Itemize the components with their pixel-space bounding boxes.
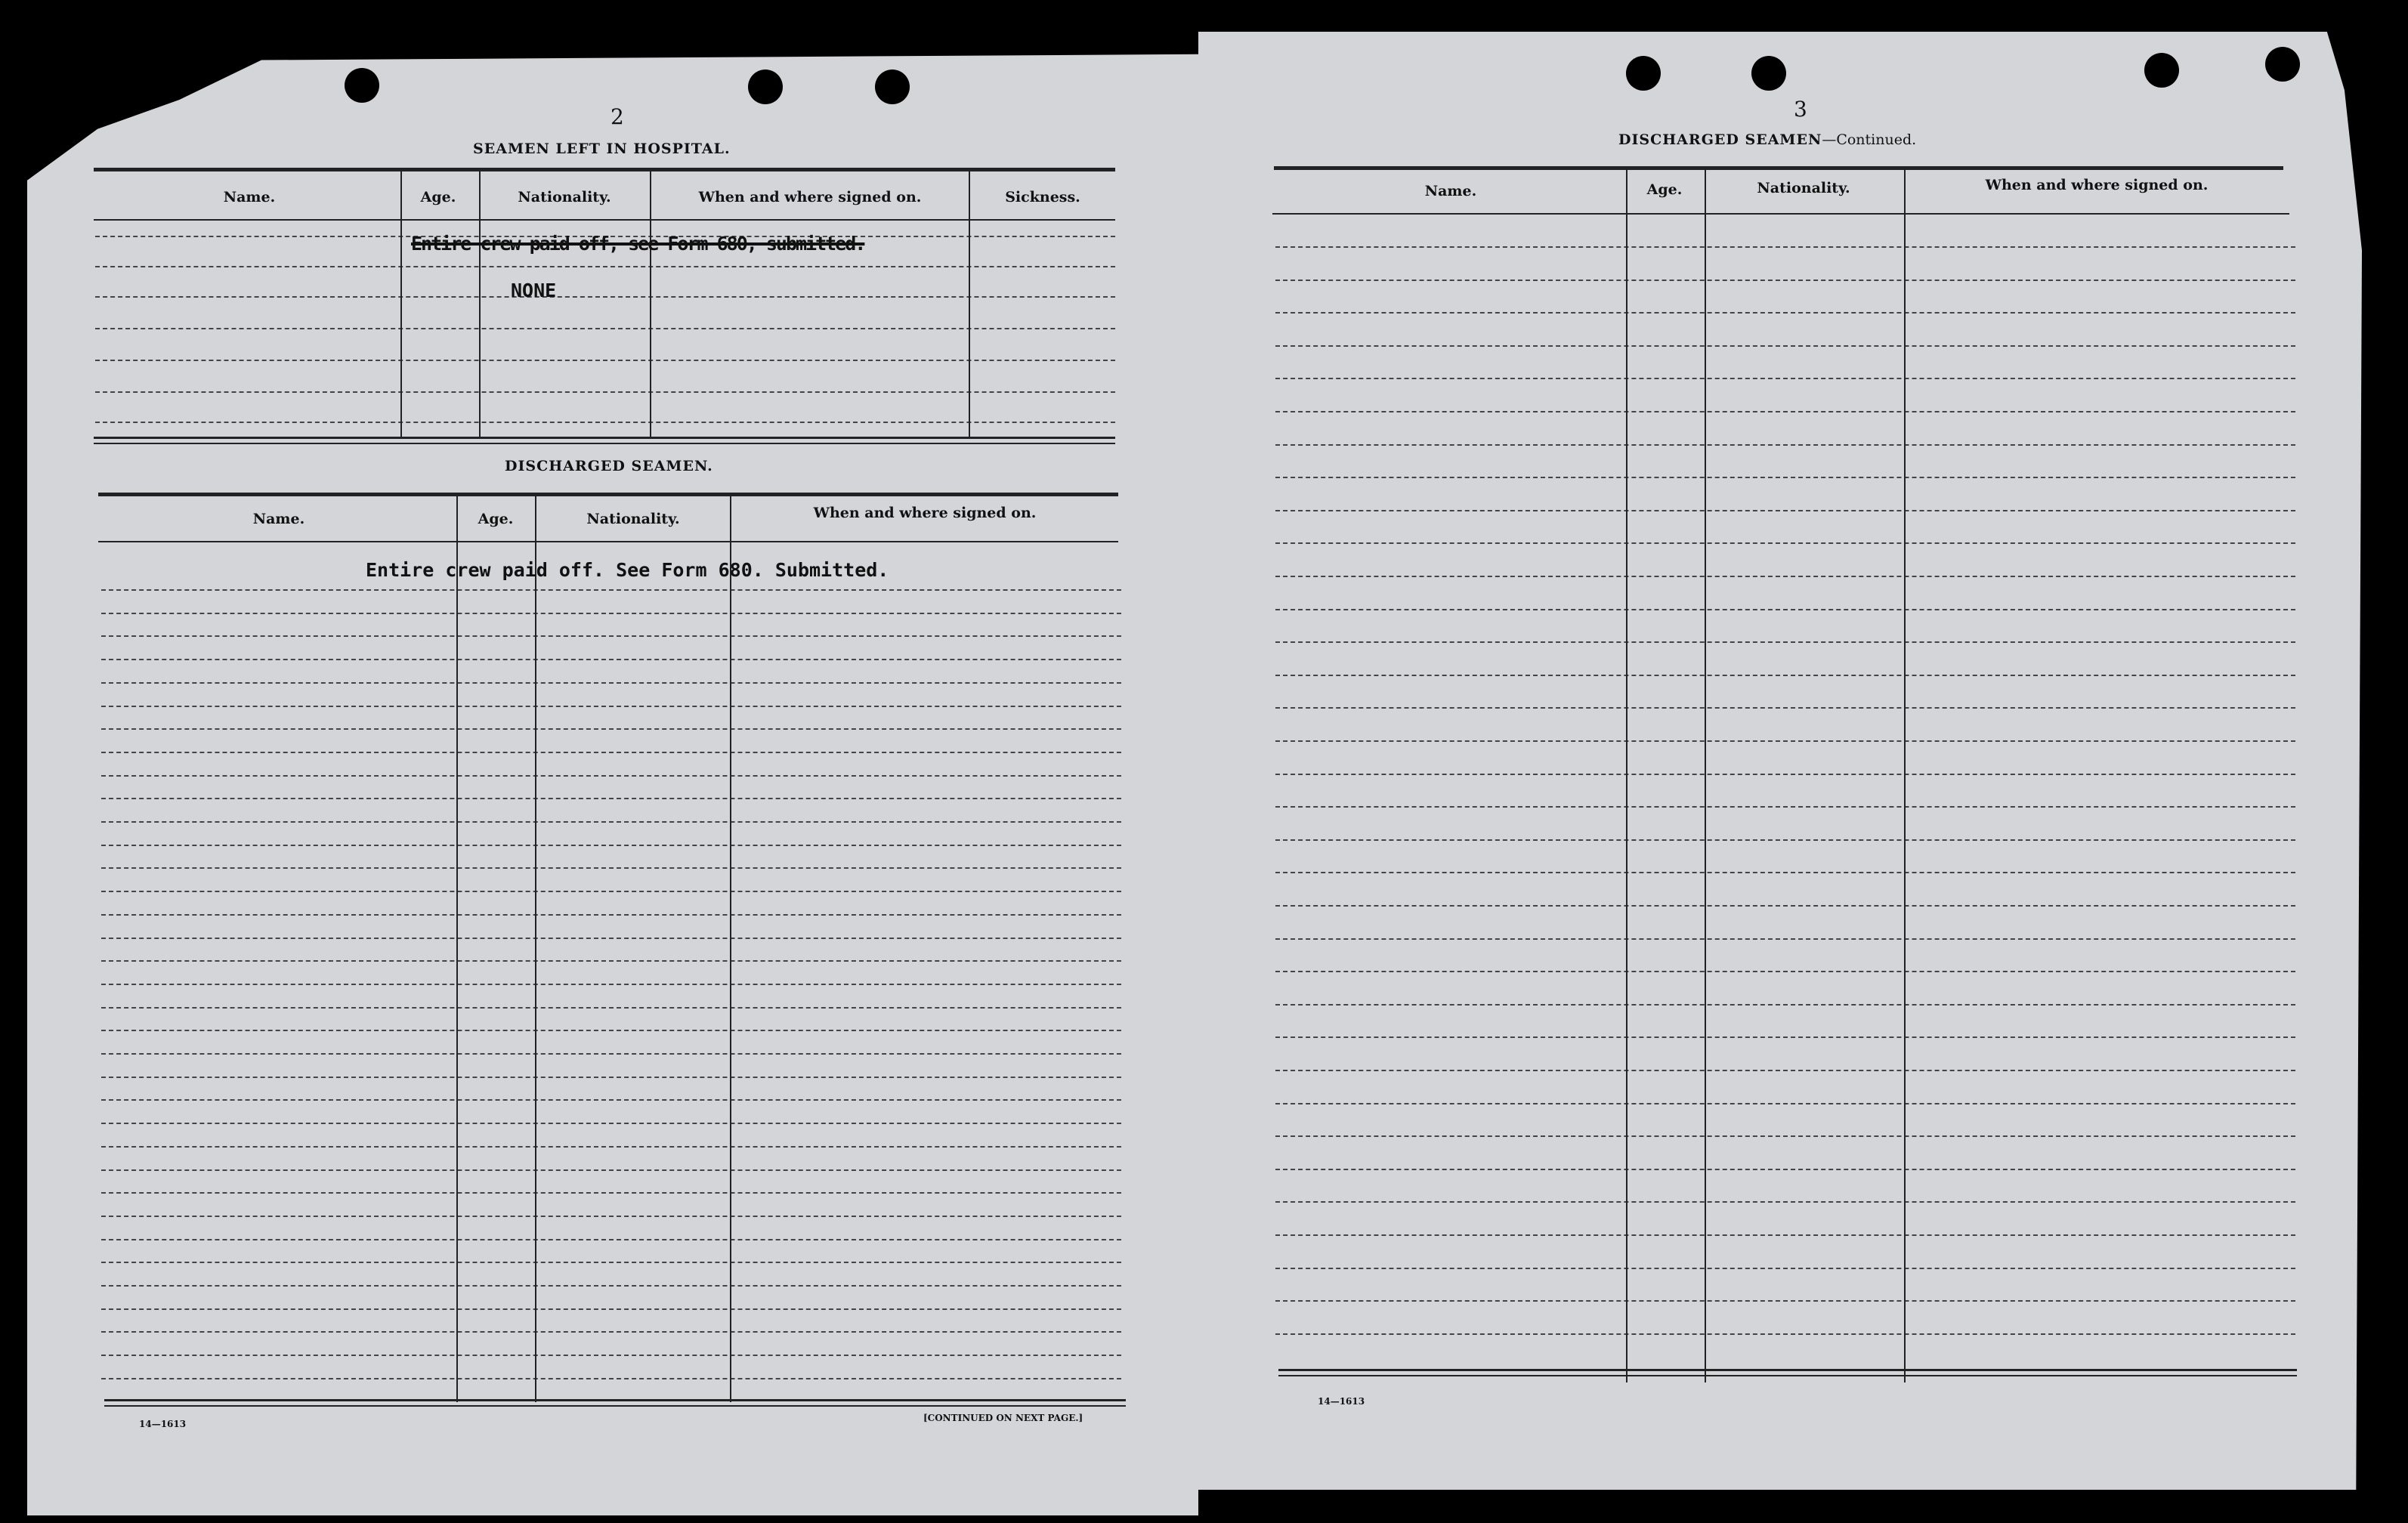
column-header-sickness: Sickness. — [1005, 189, 1080, 205]
struck-entry: Entire crew paid off, see Form 680, submitted. — [411, 233, 865, 255]
ruled-line — [101, 845, 1121, 846]
table-bottom-rule — [104, 1399, 1126, 1401]
ruled-line — [101, 984, 1121, 985]
punch-hole — [2265, 47, 2300, 82]
ruled-line — [101, 1239, 1121, 1240]
ruled-line — [101, 960, 1121, 962]
column-header-age: Age. — [478, 511, 514, 527]
punch-hole — [2144, 53, 2179, 88]
column-divider — [1626, 169, 1627, 1382]
ruled-line — [1275, 1004, 2295, 1006]
ruled-line — [101, 589, 1121, 591]
ruled-line — [1275, 971, 2295, 972]
column-header-name: Name. — [1424, 183, 1477, 199]
ruled-line — [101, 1007, 1121, 1009]
title-suffix: —Continued. — [1822, 131, 1917, 148]
right-page — [1198, 32, 2362, 1490]
discharged-section-title: DISCHARGED SEAMEN. — [505, 458, 713, 474]
ruled-line — [101, 798, 1121, 799]
ruled-line — [101, 1355, 1121, 1356]
header-rule — [1272, 213, 2289, 215]
column-header-age: Age. — [420, 189, 456, 205]
ruled-line — [101, 867, 1121, 869]
ruled-line — [101, 1308, 1121, 1310]
hospital-entry-none: NONE — [511, 280, 557, 301]
ruled-line — [1275, 411, 2295, 412]
ruled-line — [1275, 641, 2295, 643]
punch-hole — [1751, 56, 1786, 91]
ruled-line — [1275, 542, 2295, 544]
ruled-line — [1275, 1201, 2295, 1203]
ruled-line — [101, 891, 1121, 892]
column-header-signed-on: When and where signed on. — [698, 189, 922, 205]
ruled-line — [1275, 839, 2295, 841]
column-divider — [400, 169, 402, 438]
table-bottom-rule — [94, 443, 1115, 444]
ruled-line — [101, 1378, 1121, 1379]
ruled-line — [101, 1099, 1121, 1101]
column-divider — [730, 496, 731, 1402]
table-top-rule — [1274, 166, 2283, 170]
ruled-line — [101, 1285, 1121, 1287]
ruled-line — [95, 328, 1115, 329]
ruled-line — [1275, 1135, 2295, 1137]
ruled-line — [101, 914, 1121, 916]
ruled-line — [1275, 345, 2295, 347]
column-divider — [479, 169, 481, 438]
column-divider — [650, 169, 651, 438]
ruled-line — [1275, 246, 2295, 248]
column-header-age: Age. — [1646, 181, 1683, 198]
ruled-line — [95, 422, 1115, 423]
ruled-line — [1275, 740, 2295, 742]
punch-hole — [1626, 56, 1661, 91]
discharged-entry: Entire crew paid off. See Form 680. Submitted. — [366, 559, 889, 581]
ruled-line — [101, 1331, 1121, 1333]
ruled-line — [1275, 1036, 2295, 1038]
ruled-line — [101, 1146, 1121, 1148]
punch-hole — [345, 68, 379, 103]
column-header-nationality: Nationality. — [518, 189, 611, 205]
table-bottom-rule — [104, 1405, 1126, 1407]
ruled-line — [95, 296, 1115, 298]
ruled-line — [1275, 312, 2295, 314]
ruled-line — [1275, 675, 2295, 676]
ruled-line — [101, 1216, 1121, 1217]
punch-hole — [875, 70, 910, 104]
column-header-name: Name. — [252, 511, 305, 527]
ruled-line — [101, 1169, 1121, 1171]
ruled-line — [101, 659, 1121, 660]
header-rule — [94, 219, 1115, 221]
ruled-line — [95, 266, 1115, 267]
title-main: DISCHARGED SEAMEN — [1618, 131, 1822, 148]
ruled-line — [101, 752, 1121, 753]
ruled-line — [1275, 510, 2295, 511]
ruled-line — [1275, 1268, 2295, 1269]
ruled-line — [101, 1123, 1121, 1124]
ruled-line — [1275, 1333, 2295, 1335]
ruled-line — [101, 775, 1121, 777]
ruled-line — [95, 391, 1115, 393]
ruled-line — [1275, 477, 2295, 478]
column-header-nationality: Nationality. — [586, 511, 680, 527]
ruled-line — [101, 821, 1121, 823]
ruled-line — [1275, 1070, 2295, 1071]
ruled-line — [101, 1077, 1121, 1078]
punch-hole — [748, 70, 783, 104]
ruled-line — [1275, 1300, 2295, 1302]
ruled-line — [101, 1030, 1121, 1031]
continued-note: [CONTINUED ON NEXT PAGE.] — [923, 1413, 1083, 1423]
form-number: 14—1613 — [1318, 1396, 1365, 1407]
ruled-line — [1275, 1103, 2295, 1104]
ruled-line — [101, 682, 1121, 684]
ruled-line — [1275, 872, 2295, 873]
left-page — [27, 48, 1198, 1515]
page-number: 3 — [1794, 97, 1807, 122]
ruled-line — [1275, 938, 2295, 940]
header-rule — [98, 541, 1118, 542]
hospital-section-title: SEAMEN LEFT IN HOSPITAL. — [473, 141, 731, 157]
column-divider — [456, 496, 458, 1402]
table-top-rule — [98, 493, 1118, 496]
discharged-continued-title — [1618, 131, 1916, 148]
table-bottom-rule — [94, 437, 1115, 439]
column-divider — [1705, 169, 1706, 1382]
column-divider — [1904, 169, 1906, 1382]
ruled-line — [101, 1053, 1121, 1055]
ruled-line — [101, 1192, 1121, 1194]
column-header-signed-on: When and where signed on. — [1985, 177, 2209, 193]
table-bottom-rule — [1278, 1369, 2297, 1371]
ruled-line — [101, 938, 1121, 939]
column-header-signed-on: When and where signed on. — [813, 505, 1037, 521]
ruled-line — [95, 360, 1115, 361]
column-header-nationality: Nationality. — [1757, 180, 1850, 196]
ruled-line — [101, 613, 1121, 614]
ruled-line — [1275, 444, 2295, 446]
ruled-line — [1275, 609, 2295, 610]
ruled-line — [1275, 576, 2295, 577]
ruled-line — [101, 728, 1121, 730]
column-header-name: Name. — [223, 189, 276, 205]
ruled-line — [1275, 806, 2295, 808]
page-number: 2 — [611, 104, 624, 129]
ruled-line — [101, 706, 1121, 707]
form-number: 14—1613 — [139, 1419, 187, 1429]
ruled-line — [1275, 1234, 2295, 1236]
table-top-rule — [94, 168, 1115, 171]
column-divider — [969, 169, 970, 438]
ruled-line — [101, 635, 1121, 637]
ruled-line — [1275, 1169, 2295, 1170]
column-divider — [535, 496, 536, 1402]
ruled-line — [101, 1262, 1121, 1263]
ruled-line — [1275, 378, 2295, 379]
ruled-line — [1275, 707, 2295, 709]
ruled-line — [1275, 905, 2295, 907]
table-bottom-rule — [1278, 1375, 2297, 1376]
ruled-line — [1275, 280, 2295, 281]
ruled-line — [1275, 774, 2295, 775]
